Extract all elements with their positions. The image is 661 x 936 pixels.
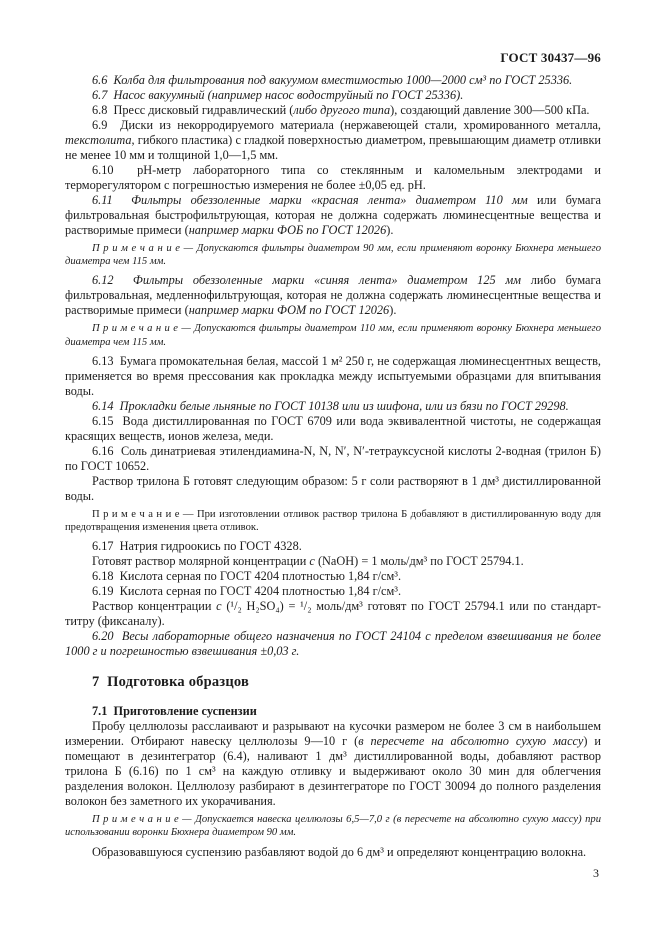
text-run: 6.10 pH-метр лабораторного типа со стеклянным и каломельным электродами и терморегулятором с погрешностью измерения не более ±0,05 ед. pH. [65, 163, 601, 192]
note [65, 242, 601, 268]
paragraph [65, 554, 601, 569]
paragraph [65, 719, 601, 809]
text-run: c [216, 599, 222, 614]
text-run: 6.8 Пресс дисковый гидравлический ( [92, 103, 294, 117]
note [65, 322, 601, 348]
note [65, 813, 601, 839]
text-run: 6.13 Бумага промокательная белая, массой 1 м² 250 г, не содержащая люминесцентных веществ, применяется во время прессования как прокладка между испытуемыми образцами для впитывания воды. [65, 353, 601, 398]
document-code: ГОСТ 30437—96 [500, 50, 601, 65]
text-run: либо бумага фильтровальная, медленнофильтрующая, которая не должна содержать люминесцентные вещества и растворимые примеси ( [65, 273, 602, 318]
text-run: (NaOH) = 1 моль/дм³ по ГОСТ 25794.1. [314, 554, 524, 569]
paragraph [65, 193, 601, 238]
paragraph [65, 569, 601, 584]
text-run: c [309, 554, 315, 569]
text-run: 6.7 Насос вакуумный (например насос водоструйный по ГОСТ 25336). [92, 88, 464, 102]
text-run: ), создающий давление 300—500 кПа. [390, 103, 590, 117]
text-run: ). [386, 223, 394, 237]
text-run: 7 Подготовка образцов [92, 674, 250, 691]
paragraph [65, 414, 601, 444]
text-run: например марки ФОМ по ГОСТ 12026 [188, 303, 390, 318]
text-run: 7.1 Приготовление суспензии [92, 704, 257, 719]
text-run: или бумага фильтровальная быстрофильтрующая, которая не должна содержать люминесцентные вещества и растворимые примеси ( [65, 193, 601, 237]
text-run: 6.16 Соль динатриевая этилендиамина-N, N, N′, N′-тетрауксусной кислоты 2-водная (трилон Б) по ГОСТ 10652. [65, 443, 601, 473]
note [65, 508, 601, 534]
paragraph [65, 845, 601, 860]
text-run: либо другого типа [293, 103, 391, 117]
paragraph [65, 118, 601, 163]
paragraph [65, 539, 601, 554]
text-run: в пересчете на абсолютно сухую массу [358, 734, 584, 749]
text-run: 6.17 Натрия гидроокись по ГОСТ 4328. [92, 539, 302, 554]
text-run: ). [389, 303, 397, 318]
text-run: 6.14 Прокладки белые льняные по ГОСТ 10138 или из шифона, или из бязи по ГОСТ 29298. [92, 398, 569, 413]
text-run: например марки ФОБ по ГОСТ 12026 [188, 223, 387, 237]
paragraph [65, 584, 601, 599]
text-run: Образовавшуюся суспензию разбавляют водой до 6 дм³ и определяют концентрацию волокна. [92, 844, 587, 859]
text-run: Готовят раствор молярной концентрации [92, 554, 310, 569]
text-run: 6.20 Весы лабораторные общего назначения по ГОСТ 24104 с пределом взвешивания не более 1000 г и погрешностью взвешивания ±0,03 г. [65, 629, 601, 659]
paragraph [65, 103, 601, 118]
paragraph [65, 73, 601, 88]
paragraph [65, 273, 601, 318]
text-run: Раствор концентрации [92, 599, 217, 614]
text-run: (¹/₂ H₂SO₄) = ¹/₂ моль/дм³ готовят по ГОСТ 25794.1 или по стандарт-титру (фиксаналу). [65, 599, 602, 629]
text-run: ) и помещают в дезинтегратор (6.4), наливают 1 дм³ дистиллированной воды, добавляют раствор трилона Б (6.16) по 1 см³ на каждую отливку и выдерживают около 30 мин для облегчения разделения волокон. Целлюлозу разбирают в дезинтеграторе по ГОСТ 30094 до полного разделения волокон без заметного их укорачивания. [65, 734, 601, 809]
text-run: П р и м е ч а н и е — Допускаются фильтры диаметром 110 мм, если применяют воронку Бюхнера меньшего диаметра чем 115 мм. [65, 323, 601, 348]
paragraph [65, 88, 601, 103]
section-heading [92, 674, 601, 691]
text-run: Пробу целлюлозы расслаивают и разрывают на кусочки размером не более 3 см в наибольшем измерении. Отбирают навеску целлюлозы 9—10 г ( [65, 719, 601, 749]
text-run: 6.19 Кислота серная по ГОСТ 4204 плотностью 1,84 г/см³. [92, 584, 402, 599]
text-run: 6.11 Фильтры обеззоленные марки «красная лента» диаметром 110 мм [92, 193, 528, 207]
paragraph [65, 629, 601, 659]
document-body [65, 73, 601, 881]
paragraph [65, 354, 601, 399]
page-number: 3 [593, 865, 599, 880]
text-run: 6.6 Колба для фильтрования под вакуумом вместимостью 1000—2000 см³ по ГОСТ 25336. [92, 73, 573, 87]
paragraph [65, 163, 601, 193]
text-run: П р и м е ч а н и е — Допускается навеска целлюлозы 6,5—7,0 г (в пересчете на абсолютно сухую массу) при использовании воронки Бюхнера диаметром 90 мм. [65, 814, 601, 839]
text-run: , гибкого пластика) с гладкой поверхностью диаметром, превышающим диаметр отливки не менее 10 мм и толщиной 1,0—1,5 мм. [65, 133, 601, 162]
paragraph [65, 474, 601, 504]
paragraph [65, 399, 601, 414]
text-run: 6.12 Фильтры обеззоленные марки «синяя лента» диаметром 125 мм [92, 273, 522, 288]
text-run: Раствор трилона Б готовят следующим образом: 5 г соли растворяют в 1 дм³ дистиллированной воды. [65, 473, 601, 503]
text-run: 6.9 Диски из некорродируемого материала (нержавеющей стали, хромированного металла, [92, 118, 601, 132]
paragraph [65, 444, 601, 474]
text-run: П р и м е ч а н и е — При изготовлении отливок раствор трилона Б добавляют в дистиллированную воду для предотвращения изменения цвета отливок. [65, 508, 601, 534]
text-run: 6.15 Вода дистиллированная по ГОСТ 6709 или вода эквивалентной чистоты, не содержащая красящих веществ, ионов железа, меди. [65, 413, 601, 443]
text-run: 6.18 Кислота серная по ГОСТ 4204 плотностью 1,84 г/см³. [92, 569, 402, 584]
paragraph [65, 599, 601, 629]
subsection-heading [65, 704, 601, 719]
text-run: текстолита [65, 133, 132, 147]
text-run: П р и м е ч а н и е — Допускаются фильтры диаметром 90 мм, если применяют воронку Бюхнера меньшего диаметра чем 115 мм. [65, 243, 601, 268]
